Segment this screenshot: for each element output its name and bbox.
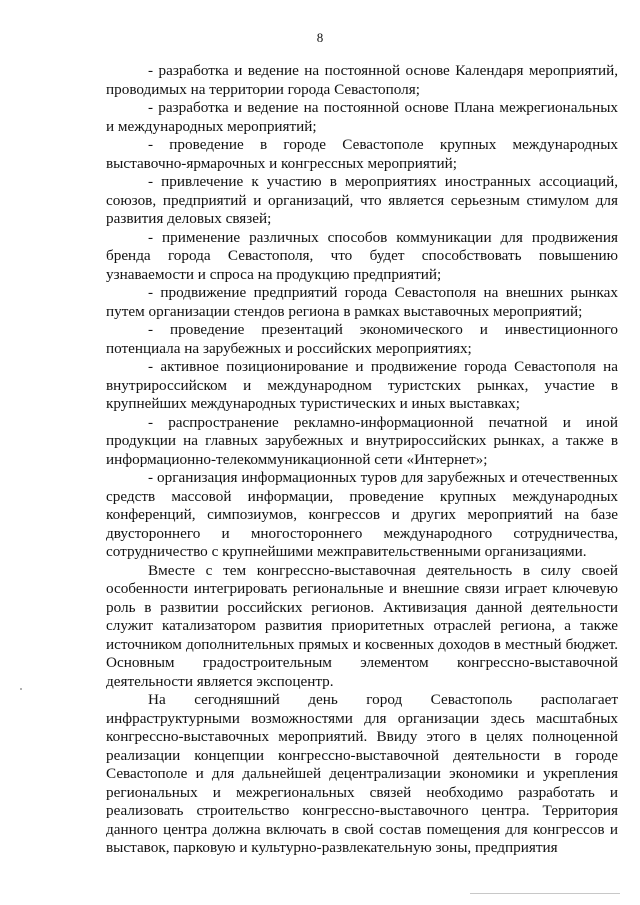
list-item-brand-promotion: - применение различных способов коммуникации для продвижения бренда города Севастополя, что будет способствовать повышению узнаваемости и спроса на продукцию предприятий;	[106, 228, 618, 283]
document-body	[106, 62, 618, 858]
scan-speck	[20, 688, 22, 690]
footer-rule	[470, 893, 620, 894]
list-item-interregional-plan: - разработка и ведение на постоянной основе Плана межрегиональных и международных мероприятий;	[106, 99, 618, 135]
list-item-advertising: - распространение рекламно-информационной печатной и иной продукции на главных зарубежных и внутрироссийских рынках, а также в информационно-телекоммуникационной сети «Интернет»;	[106, 413, 618, 468]
list-item-media-tours: - организация информационных туров для зарубежных и отечественных средств массовой информации, проведение крупных международных конференций, симпозиумов, конгрессов и других мероприятий на базе двустороннего и многостороннего международного сотрудничества, сотрудничество с крупнейшими межправительственными организациями.	[106, 469, 618, 560]
list-item-tourism-positioning: - активное позиционирование и продвижение города Севастополя на внутрироссийском и международном туристских рынках, участие в крупнейших международных туристических и иных выставках;	[106, 358, 618, 412]
list-item-external-markets: - продвижение предприятий города Севастополя на внешних рынках путем организации стендов региона в рамках выставочных мероприятий;	[106, 284, 618, 320]
paragraph-infrastructure: На сегодняшний день город Севастополь располагает инфраструктурными возможностями для организации здесь масштабных конгрессно-выставочных мероприятий. Ввиду этого в целях полноценной реализации концепции конгрессно-выставочной деятельности в городе Севастополе и для дальнейшей децентрализации экономики и укрепления региональных и межрегиональных связей необходимо разработать и реализовать строительство конгрессно-выставочного центра. Территория данного центра должна включать в свой состав помещения для конгрессов и выставок, парковую и культурно-развлекательную зоны, предприятия	[106, 691, 618, 856]
list-item-exhibitions: - проведение в городе Севастополе крупных международных выставочно-ярмарочных и конгрессных мероприятий;	[106, 136, 618, 172]
page-number: 8	[316, 30, 324, 45]
list-item-foreign-associations: - привлечение к участию в мероприятиях иностранных ассоциаций, союзов, предприятий и организаций, что является серьезным стимулом для развития деловых связей;	[106, 173, 618, 227]
list-item-events-calendar: - разработка и ведение на постоянной основе Календаря мероприятий, проводимых на территории города Севастополя;	[106, 62, 618, 98]
list-item-presentations: - проведение презентаций экономического и инвестиционного потенциала на зарубежных и российских мероприятиях;	[106, 321, 618, 357]
paragraph-congress-activity: Вместе с тем конгрессно-выставочная деятельность в силу своей особенности интегрировать региональные и внешние связи играет ключевую роль в развитии российских регионов. Активизация данной деятельности служит катализатором развития приоритетных отраслей региона, а также источником дополнительных прямых и косвенных доходов в местный бюджет. Основным градостроительным элементом конгрессно-выставочной деятельности является экспоцентр.	[106, 561, 618, 690]
